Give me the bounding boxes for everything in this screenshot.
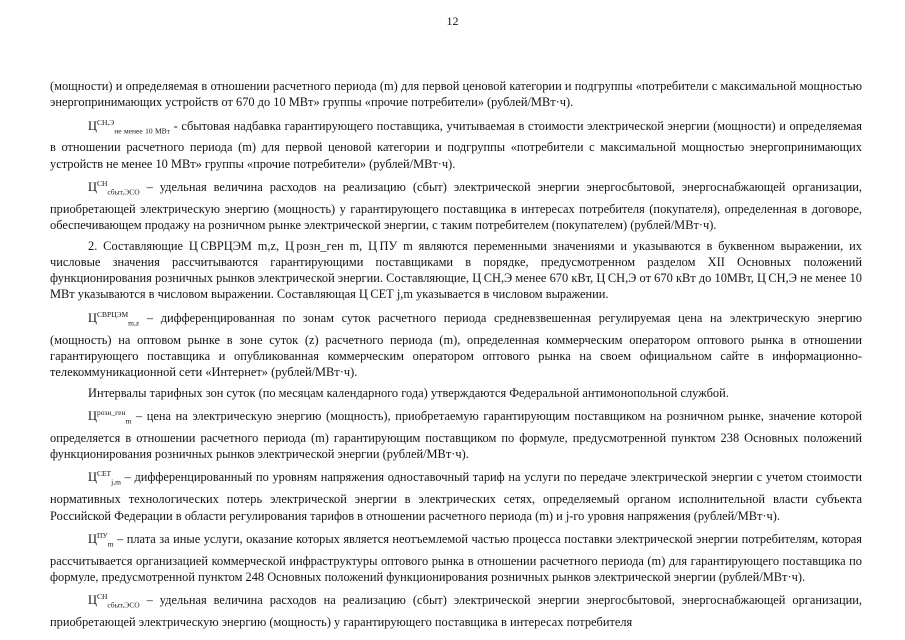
symbol-subscript: m bbox=[107, 539, 114, 549]
paragraph-text: – дифференцированный по уровням напряжения одноставочный тариф на услуги по передаче электрической энергии с учетом стоимости нормативных технологических потерь электрической энергии в электрических сетях, определяемый органом исполнительной власти субъекта Российской Федерации в области регулирования тарифов в отношении расчетного периода (m) и j-го уровня напряжения (рублей/МВт·ч). bbox=[50, 470, 862, 523]
paragraph-text: – плата за иные услуги, оказание которых является неотъемлемой частью процесса поставки электрической энергии потребителям, которая рассчитывается организацией коммерческой инфраструктуры оптового рынка в отношении расчетного периода (m) для гарантирующего поставщика по формуле, предусмотренной пунктом 248 Основных положений функционирования розничных рынков электрической энергии (рублей/МВт·ч). bbox=[50, 531, 862, 584]
formula-symbol bbox=[88, 179, 140, 197]
symbol-base: Ц bbox=[88, 593, 97, 608]
symbol-subscript: сбыт,ЭСО bbox=[107, 187, 140, 197]
symbol-superscript: СН,Э bbox=[96, 117, 115, 127]
formula-symbol bbox=[88, 592, 140, 610]
symbol-base: Ц bbox=[88, 531, 97, 546]
paragraph-text: (мощности) и определяемая в отношении расчетного периода (m) для первой ценовой категории и подгруппы «потребители с максимальной мощностью энергопринимающих устройств от 670 до 10 МВт» группы «прочие потребители» (рублей/МВт·ч). bbox=[50, 79, 862, 110]
symbol-base: Ц bbox=[88, 118, 97, 133]
symbol-base: Ц bbox=[88, 180, 97, 195]
formula-symbol bbox=[88, 469, 121, 487]
symbol-superscript: СЕТ bbox=[96, 469, 112, 479]
paragraph bbox=[50, 176, 862, 233]
symbol-subscript: m bbox=[125, 416, 132, 426]
paragraph bbox=[50, 405, 862, 462]
paragraph-text: - сбытовая надбавка гарантирующего поставщика, учитываемая в стоимости электрической энергии (мощности) и определяемая в отношении расчетного периода (m) для первой ценовой категории и подгруппы «потребители с максимальной мощностью энергопринимающих устройств не менее 10 МВт» группы «прочие потребители» (рублей/МВт·ч). bbox=[50, 118, 862, 171]
symbol-base: Ц bbox=[88, 310, 97, 325]
paragraph-text: Интервалы тарифных зон суток (по месяцам календарного года) утверждаются Федеральной антимонопольной службой. bbox=[88, 385, 729, 400]
paragraph-text: – удельная величина расходов на реализацию (сбыт) электрической энергии энергосбытовой, энергоснабжающей организации, приобретающей электрическую энергию (мощность) у гарантирующего поставщика в интересах потребителя bbox=[50, 593, 862, 630]
paragraph bbox=[50, 115, 862, 172]
paragraph bbox=[50, 385, 862, 401]
formula-symbol bbox=[88, 309, 140, 328]
paragraph bbox=[50, 466, 862, 523]
symbol-base: Ц bbox=[88, 408, 97, 423]
page-number: 12 bbox=[446, 14, 459, 28]
symbol-superscript: ПУ bbox=[96, 530, 108, 540]
paragraph bbox=[50, 307, 862, 381]
paragraph bbox=[50, 589, 862, 630]
document-body bbox=[50, 78, 862, 634]
paragraph bbox=[50, 528, 862, 585]
symbol-subscript: не менее 10 МВт bbox=[114, 126, 170, 136]
formula-symbol bbox=[88, 530, 114, 549]
symbol-subscript: j,m bbox=[111, 477, 121, 487]
paragraph-text: – цена на электрическую энергию (мощность), приобретаемую гарантирующим поставщиком на розничном рынке, значение которой определяется в отношении расчетного периода (m) гарантирующим поставщиком по формуле, предусмотренной пунктом 238 Основных положений функционирования розничных рынков электрической энергии (рублей/МВт·ч). bbox=[50, 408, 862, 462]
symbol-superscript: СН bbox=[96, 179, 108, 189]
paragraph-text: – дифференцированная по зонам суток расчетного периода средневзвешенная регулируемая цена на электрическую энергию (мощность) на оптовом рынке в зоне суток (z) расчетного периода (m), определенная коммерческим оператором оптового рынка в отношении гарантирующего поставщика и опубликованная коммерческим оператором оптового рынка на своем официальном сайте в информационно-телекоммуникационной сети «Интернет» (рублей/МВт·ч). bbox=[50, 310, 862, 380]
paragraph bbox=[50, 238, 862, 303]
symbol-superscript: розн_ген bbox=[96, 407, 126, 417]
symbol-superscript: СН bbox=[96, 592, 108, 602]
symbol-superscript: СВРЦЭМ bbox=[96, 309, 129, 319]
symbol-base: Ц bbox=[88, 470, 97, 485]
symbol-subscript: сбыт,ЭСО bbox=[107, 600, 140, 610]
formula-symbol bbox=[88, 407, 132, 426]
paragraph bbox=[50, 78, 862, 111]
formula-symbol bbox=[88, 117, 170, 136]
symbol-subscript: m,z bbox=[128, 318, 140, 328]
paragraph-text: 2. Составляющие Ц СВРЦЭМ m,z, Ц розн_ген m, Ц ПУ m являются переменными значениями и указываются в буквенном выражении, их числовые значения рассчитываются гарантирующими поставщиками в порядке, предусмотренном разделом XII Основных положений функционирования розничных рынков электрической энергии. Составляющие, Ц СН,Э менее 670 кВт, Ц СН,Э от 670 кВт до 10МВт, Ц СН,Э не менее 10 МВт указываются в числовом выражении. Составляющая Ц СЕТ j,m указывается в числовом выражении. bbox=[50, 238, 862, 302]
paragraph-text: – удельная величина расходов на реализацию (сбыт) электрической энергии энергосбытовой, энергоснабжающей организации, приобретающей электрическую энергию (мощность) у гарантирующего поставщика в интересах потребителя (покупателя), определенная в договоре, обеспечивающем продажу на розничном рынке электрической энергии, с таким потребителем (покупателем) (рублей/МВт·ч). bbox=[50, 180, 862, 233]
